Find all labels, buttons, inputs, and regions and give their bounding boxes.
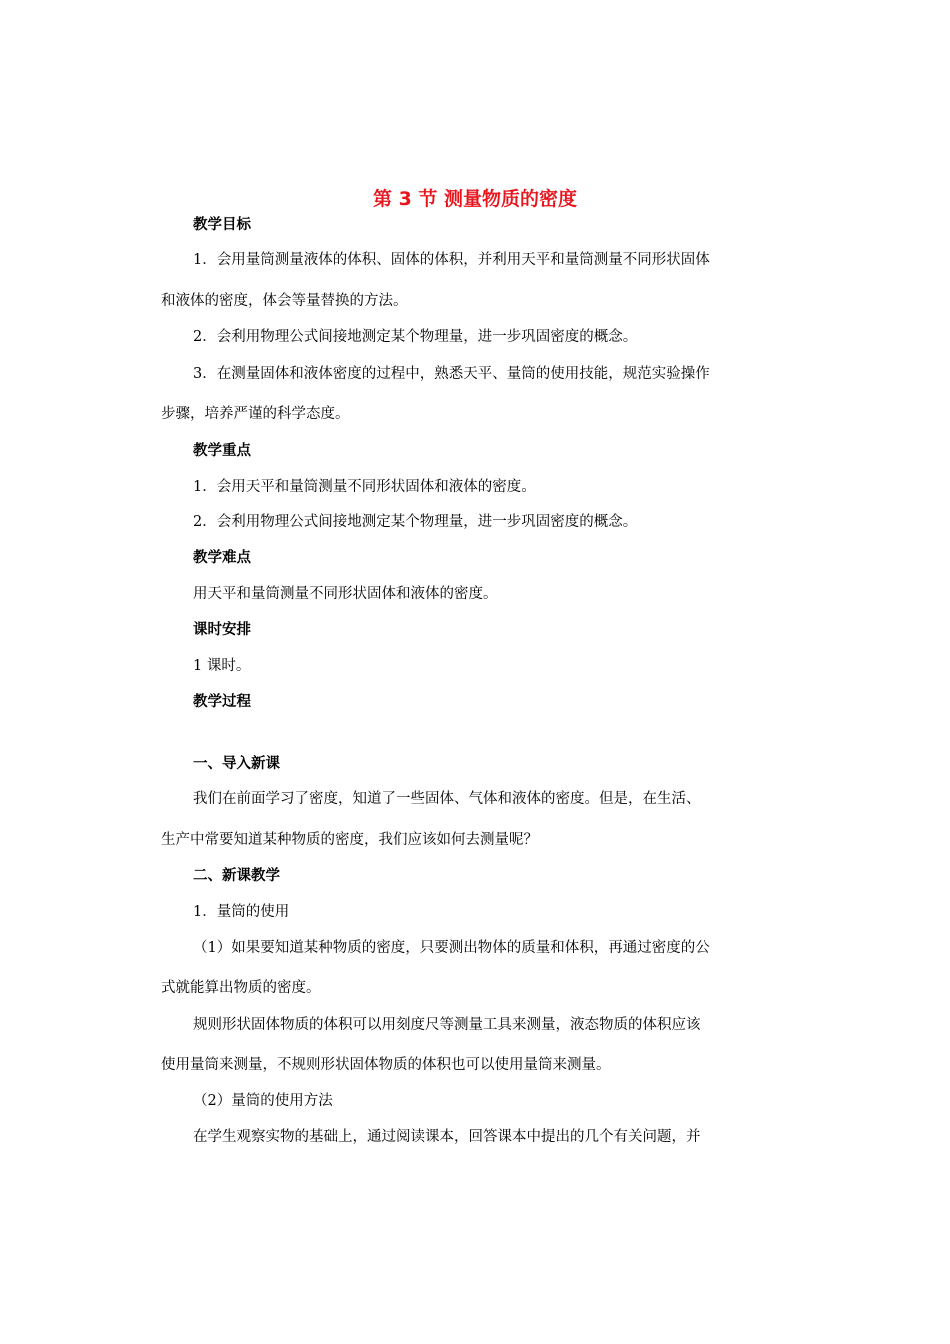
paragraph-line: 1．会用量筒测量液体的体积、固体的体积，并利用天平和量筒测量不同形状固体 (193, 252, 710, 268)
paragraph-line: 用天平和量筒测量不同形状固体和液体的密度。 (193, 586, 498, 602)
paragraph-line: 和液体的密度，体会等量替换的方法。 (161, 293, 408, 309)
paragraph-line: （1）如果要知道某种物质的密度，只要测出物体的质量和体积，再通过密度的公 (193, 940, 710, 956)
paragraph-line: 1．会用天平和量筒测量不同形状固体和液体的密度。 (193, 479, 536, 495)
page-title: 第 3 节 测量物质的密度 (372, 188, 578, 210)
paragraph-line: 规则形状固体物质的体积可以用刻度尺等测量工具来测量，液态物质的体积应该 (193, 1017, 701, 1033)
paragraph-line: 1．量筒的使用 (193, 904, 290, 920)
paragraph-line: 在学生观察实物的基础上，通过阅读课本，回答课本中提出的几个有关问题，并 (193, 1129, 701, 1145)
subsection-heading-intro: 一、导入新课 (193, 756, 280, 772)
paragraph-line: 式就能算出物质的密度。 (161, 980, 321, 996)
paragraph-line: 2．会利用物理公式间接地测定某个物理量，进一步巩固密度的概念。 (193, 514, 638, 530)
subsection-heading-teaching: 二、新课教学 (193, 868, 280, 884)
section-heading-difficulties: 教学难点 (193, 550, 251, 566)
paragraph-line: 生产中常要知道某种物质的密度，我们应该如何去测量呢？ (161, 832, 538, 848)
section-heading-process: 教学过程 (193, 694, 251, 710)
paragraph-line: （2）量筒的使用方法 (193, 1093, 333, 1109)
paragraph-line: 使用量筒来测量，不规则形状固体物质的体积也可以使用量筒来测量。 (161, 1057, 611, 1073)
paragraph-line: 我们在前面学习了密度，知道了一些固体、气体和液体的密度。但是，在生活、 (193, 791, 701, 807)
paragraph-line: 步骤，培养严谨的科学态度。 (161, 406, 350, 422)
paragraph-line: 1 课时。 (193, 658, 251, 674)
section-heading-objectives: 教学目标 (193, 217, 251, 233)
section-heading-key-points: 教学重点 (193, 443, 251, 459)
paragraph-line: 3．在测量固体和液体密度的过程中，熟悉天平、量筒的使用技能，规范实验操作 (193, 366, 710, 382)
paragraph-line: 2．会利用物理公式间接地测定某个物理量，进一步巩固密度的概念。 (193, 329, 638, 345)
section-heading-schedule: 课时安排 (193, 622, 251, 638)
